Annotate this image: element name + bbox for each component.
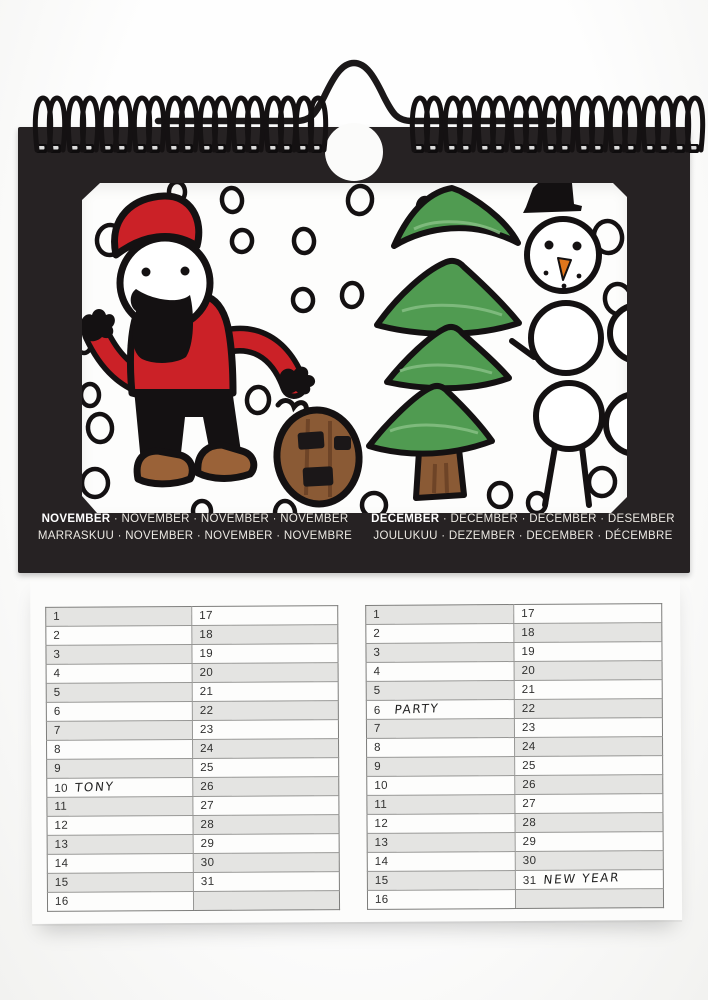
day-cell [46, 720, 192, 740]
day-number: 9 [374, 760, 382, 773]
day-cell [367, 738, 515, 758]
day-cell [47, 834, 193, 854]
handwritten-note: NEW YEAR [542, 870, 621, 887]
day-number: 7 [53, 724, 61, 737]
day-number: 17 [521, 607, 535, 620]
day-number: 3 [53, 648, 61, 661]
day-cell [46, 663, 192, 683]
day-cell [46, 606, 192, 626]
day-cell [193, 758, 339, 778]
snowflake-doodle [362, 493, 386, 513]
hanger-cutout [325, 123, 383, 181]
day-cell [514, 718, 662, 738]
month-name-november: NOVEMBER [41, 513, 111, 525]
snowflake-doodle [87, 413, 114, 443]
day-number: 1 [373, 608, 381, 621]
day-number: 11 [54, 800, 68, 813]
day-number: 25 [200, 761, 214, 774]
day-cell [193, 891, 339, 911]
day-number: 15 [374, 874, 389, 887]
day-cell [193, 777, 339, 797]
day-number: 7 [373, 722, 381, 735]
day-cell [366, 643, 514, 663]
day-cell [46, 644, 192, 664]
day-cell [514, 661, 662, 681]
santa-boot [137, 451, 192, 484]
snowflake-doodle [341, 282, 363, 308]
day-cell [514, 623, 662, 643]
day-cell [46, 701, 192, 721]
day-cell [515, 737, 663, 757]
day-number: 29 [200, 837, 215, 850]
day-number: 12 [54, 819, 69, 832]
day-number: 16 [374, 893, 389, 906]
handwritten-note: PARTY [393, 701, 440, 717]
day-cell [514, 604, 662, 624]
snowflake-doodle [246, 386, 270, 413]
day-number: 31 [522, 874, 537, 887]
day-cell [367, 871, 515, 891]
day-number: 20 [199, 666, 214, 679]
snowflake-doodle [489, 483, 511, 507]
day-cell [192, 625, 338, 645]
day-number: 2 [373, 627, 381, 640]
day-cell [367, 814, 515, 834]
month-banner-december [366, 511, 680, 551]
day-cell [193, 834, 339, 854]
day-cell [192, 701, 338, 721]
day-cell [515, 775, 663, 795]
day-cell [192, 606, 338, 626]
day-number: 8 [54, 743, 61, 756]
day-number: 18 [199, 628, 214, 641]
snowflake-doodle [293, 228, 315, 254]
day-number: 14 [54, 857, 69, 870]
day-cell [47, 777, 193, 797]
day-cell [366, 719, 514, 739]
month-line-primary: NOVEMBER · NOVEMBER · NOVEMBER · NOVEMBER [41, 513, 349, 525]
day-number: 24 [200, 742, 214, 755]
day-cell [47, 891, 193, 911]
day-number: 20 [521, 664, 536, 677]
santa-beard [131, 289, 193, 363]
day-cell [367, 833, 515, 853]
month-banner-november [28, 511, 362, 551]
day-cell [46, 625, 192, 645]
day-number: 27 [522, 797, 537, 810]
day-number: 5 [53, 686, 61, 699]
snowflake-doodle [346, 184, 374, 215]
handwritten-note: TONY [74, 779, 116, 795]
day-number: 15 [54, 876, 69, 889]
day-cell [367, 852, 515, 872]
day-cell [47, 758, 193, 778]
day-cell [192, 644, 338, 664]
day-cell [193, 796, 339, 816]
day-cell [514, 699, 662, 719]
day-number: 23 [521, 721, 536, 734]
snowflake-doodle [588, 467, 617, 498]
santa-glove [280, 367, 315, 395]
day-cell [367, 795, 515, 815]
day-cell [192, 682, 338, 702]
day-cell [366, 624, 514, 644]
day-number: 19 [199, 647, 214, 660]
day-cell [515, 832, 663, 852]
day-number: 10 [374, 779, 388, 792]
day-cell [47, 796, 193, 816]
day-number: 10 [54, 782, 68, 795]
day-number: 30 [200, 856, 215, 869]
day-cell [193, 739, 339, 759]
day-cell [193, 815, 339, 835]
day-cell [515, 851, 663, 871]
day-cell [514, 642, 662, 662]
day-number: 4 [373, 665, 381, 678]
snowflake-doodle [292, 288, 314, 312]
day-cell [192, 720, 338, 740]
day-number: 22 [199, 704, 214, 717]
day-number: 25 [522, 759, 536, 772]
santa-boot [198, 445, 254, 478]
day-cell [367, 757, 515, 777]
month-line-primary: DECEMBER · DECEMBER · DECEMBER · DESEMBER [371, 513, 675, 525]
childrens-drawing [82, 183, 627, 513]
snowman-hat [523, 183, 582, 213]
day-cell [193, 853, 339, 873]
day-number: 11 [374, 798, 388, 811]
day-cell [514, 680, 662, 700]
month-line-secondary: MARRASKUU · NOVEMBER · NOVEMBER · NOVEMBRE [37, 530, 353, 542]
day-cell [192, 663, 338, 683]
snowflake-doodle [230, 228, 254, 253]
day-cell [47, 815, 193, 835]
day-number: 26 [200, 780, 214, 793]
calendar-grid-december [365, 603, 664, 910]
day-number: 21 [199, 685, 214, 698]
day-number: 16 [54, 895, 69, 908]
day-number: 28 [200, 818, 215, 831]
snowman-legs [545, 447, 589, 505]
day-number: 12 [374, 817, 389, 830]
snowflake-doodle [82, 469, 108, 497]
day-number: 8 [374, 741, 381, 754]
day-number: 5 [373, 684, 381, 697]
day-cell [515, 889, 663, 909]
snowflake-doodle [82, 384, 99, 406]
day-number: 6 [373, 704, 381, 717]
day-cell [47, 739, 193, 759]
day-number: 13 [54, 838, 69, 851]
artwork-window [82, 183, 627, 513]
month-line-secondary: JOULUKUU · DEZEMBER · DECEMBER · DÉCEMBRE [373, 530, 673, 542]
cover-card [18, 127, 690, 573]
calendar-page [30, 571, 682, 924]
snowman [512, 183, 627, 505]
day-number: 26 [522, 778, 536, 791]
day-cell [193, 872, 339, 892]
day-number: 23 [199, 723, 214, 736]
day-cell [515, 813, 663, 833]
day-cell [47, 872, 193, 892]
day-number: 18 [521, 626, 535, 639]
day-number: 21 [521, 683, 536, 696]
day-cell [366, 681, 514, 701]
gift-sack [272, 401, 363, 509]
day-number: 1 [53, 610, 61, 623]
day-number: 30 [522, 854, 537, 867]
day-number: 9 [54, 762, 62, 775]
christmas-tree [369, 188, 519, 498]
day-cell [515, 794, 663, 814]
day-cell [515, 870, 663, 890]
santa-mitten [82, 309, 115, 341]
day-number: 4 [53, 667, 61, 680]
day-cell [367, 776, 515, 796]
day-cell [46, 682, 192, 702]
month-name-december: DECEMBER [371, 513, 440, 525]
day-number: 6 [53, 705, 61, 718]
day-number: 24 [522, 740, 536, 753]
calendar-grid-november [45, 605, 340, 912]
hanger-hook [158, 63, 552, 121]
day-number: 31 [200, 875, 215, 888]
day-cell [366, 605, 514, 625]
day-number: 28 [522, 816, 537, 829]
day-number: 29 [522, 835, 537, 848]
day-number: 3 [373, 646, 381, 659]
day-number: 17 [199, 609, 213, 622]
day-cell [366, 700, 514, 720]
day-cell [515, 756, 663, 776]
snowflake-doodle [220, 187, 243, 214]
day-number: 13 [374, 836, 389, 849]
day-cell [47, 853, 193, 873]
day-number: 27 [200, 799, 215, 812]
day-number: 2 [53, 629, 61, 642]
day-number: 19 [521, 645, 536, 658]
day-number: 14 [374, 855, 389, 868]
day-cell [367, 890, 515, 910]
day-cell [366, 662, 514, 682]
day-number: 22 [521, 702, 536, 715]
